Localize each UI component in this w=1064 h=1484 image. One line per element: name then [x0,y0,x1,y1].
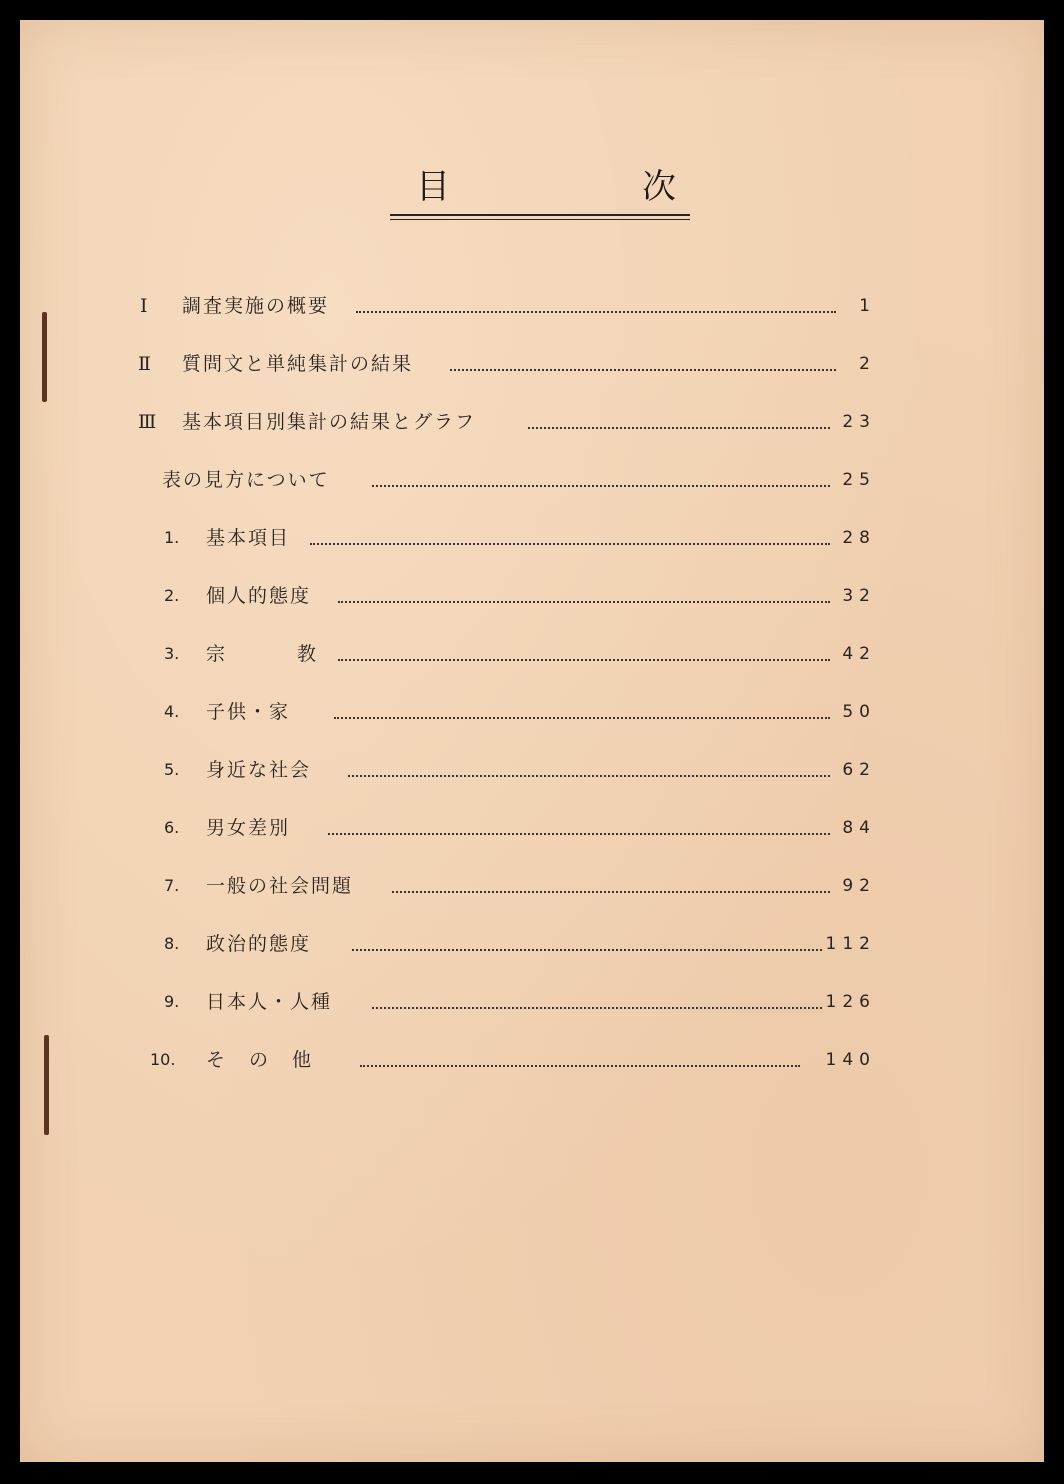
toc-entry-number: 2. [164,586,180,605]
dot-leader [356,311,836,313]
dot-leader [328,833,830,835]
toc-entry-number: Ⅲ [138,411,159,433]
toc-entry[interactable] [138,872,876,900]
toc-entry-number: 4. [164,702,180,721]
toc-entry-page: 50 [842,702,876,722]
toc-entry-title: 質問文と単純集計の結果 [182,353,414,375]
toc-entry-title: 一般の社会問題 [206,875,354,897]
binding-stitch-top [42,312,47,402]
toc-entry[interactable] [138,988,876,1016]
toc-entry-title: 基本項目別集計の結果とグラフ [182,411,477,433]
toc-entry-title: その他 [206,1049,336,1071]
dot-leader [338,659,830,661]
toc-entry-number: 10. [150,1050,176,1069]
toc-entry-page: 42 [842,644,876,664]
toc-entry-title: 調査実施の概要 [182,295,330,317]
toc-entry[interactable] [138,350,876,378]
toc-entry[interactable] [138,582,876,610]
toc-entry-title: 日本人・人種 [206,991,333,1013]
toc-entry-page: 92 [842,876,876,896]
toc-entry-page: 1 [859,296,876,316]
toc-entry-number: 6. [164,818,180,837]
toc-heading-char-1: 目 [416,167,450,207]
toc-entry-page: 23 [842,412,876,432]
toc-entry[interactable] [138,698,876,726]
toc-entry-page: 84 [842,818,876,838]
toc-entry-number: Ⅱ [138,353,153,375]
toc-entry-title: 政治的態度 [206,933,312,955]
toc-entry-number: 1. [164,528,180,547]
toc-heading-char-2: 次 [642,167,676,207]
toc-entry-number: 7. [164,876,180,895]
toc-entry[interactable] [138,930,876,958]
toc-entry-page: 28 [842,528,876,548]
toc-entry-number: 5. [164,760,180,779]
toc-entry-number: 8. [164,934,180,953]
heading-underline [390,214,690,216]
heading-underline-thin [390,219,690,220]
toc-entry[interactable] [138,1046,876,1074]
dot-leader [360,1065,800,1067]
toc-entry-number: 9. [164,992,180,1011]
dot-leader [528,427,830,429]
toc-entry-page: 32 [842,586,876,606]
toc-entry-page: 25 [842,470,876,490]
dot-leader [372,485,830,487]
toc-entry[interactable] [138,524,876,552]
toc-entry-title: 男女差別 [206,817,291,839]
toc-entry[interactable] [138,466,876,494]
toc-entry-page: 2 [859,354,876,374]
toc-entry-page: 62 [842,760,876,780]
dot-leader [310,543,830,545]
toc-entry-page: 112 [825,934,876,954]
toc-entry-number: 3. [164,644,180,663]
dot-leader [372,1007,822,1009]
toc-entry-title: 宗教 [206,643,389,665]
toc-entry-page: 140 [825,1050,876,1070]
document-page [20,20,1044,1462]
toc-entry-title: 個人的態度 [206,585,312,607]
dot-leader [352,949,822,951]
toc-entry-number: Ⅰ [140,295,150,317]
dot-leader [450,369,836,371]
toc-entry-title: 基本項目 [206,527,291,549]
dot-leader [334,717,830,719]
toc-entry[interactable] [138,814,876,842]
toc-entry[interactable] [138,640,876,668]
dot-leader [338,601,830,603]
toc-entry-page: 126 [825,992,876,1012]
toc-entry[interactable] [138,408,876,436]
dot-leader [392,891,830,893]
dot-leader [348,775,830,777]
toc-entry[interactable] [138,292,876,320]
binding-stitch-bottom [44,1035,49,1135]
toc-heading [390,167,690,236]
toc-entry[interactable] [138,756,876,784]
toc-entry-title: 表の見方について [162,469,330,491]
toc-entry-title: 身近な社会 [206,759,312,781]
toc-entry-title: 子供・家 [206,701,291,723]
